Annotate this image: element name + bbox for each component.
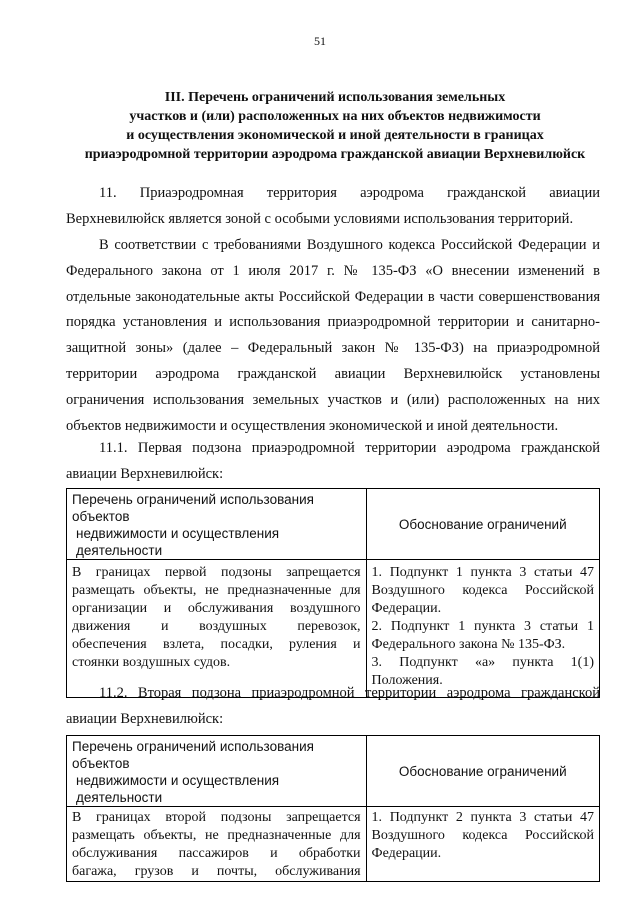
table-cell-basis [366, 560, 599, 698]
cell-line: В границах второй подзоны запрещается [72, 810, 361, 825]
header-line: недвижимости и осуществления деятельности [76, 526, 280, 558]
text-line: В соответствии с требованиями Воздушного кодекса Российской Федерации и [99, 237, 600, 253]
text-line: 11. Приаэродромная территория аэродрома гражданской авиации [99, 185, 600, 201]
header-line: Перечень ограничений использования объектов [72, 739, 314, 771]
cell-line: обеспечения взлета, посадки, руления и [72, 637, 361, 652]
heading-line: III. Перечень ограничений использования земельных [164, 90, 506, 105]
text-line: Федерального закона от 1 июля 2017 г. № 135-ФЗ «О внесении изменений в [66, 262, 600, 279]
text-line: 11.2. Вторая подзона приаэродромной территории аэродрома гражданской [99, 685, 600, 701]
heading-line: участков и (или) расположенных на них объектов недвижимости [129, 109, 541, 124]
text-line: 11.1. Первая подзона приаэродромной территории аэродрома гражданской [99, 440, 600, 456]
text-line: Верхневилюйск является зоной с особыми условиями использования территорий. [66, 210, 574, 227]
page-number: 51 [314, 34, 326, 48]
header-line: Перечень ограничений использования объектов [72, 492, 314, 524]
text-line: отдельные законодательные акты Российской Федерации в части совершенствования [66, 288, 600, 305]
restrictions-table-subzone-2 [66, 735, 600, 882]
cell-line: стоянки воздушных судов. [72, 655, 231, 670]
table-header-basis: Обоснование ограничений [366, 736, 599, 807]
table-cell-basis [366, 807, 599, 882]
table-header-restrictions [67, 489, 367, 560]
restrictions-table-subzone-1 [66, 488, 600, 698]
cell-line: Федерации. [371, 601, 442, 616]
text-line: авиации Верхневилюйск: [66, 465, 224, 482]
table-cell-restrictions [67, 560, 367, 698]
table-header-restrictions [67, 736, 367, 807]
cell-line: Воздушного кодекса Российской [371, 828, 594, 843]
cell-line: Федерации. [371, 846, 442, 861]
text-line: защитной зоны» (далее – Федеральный закон № 135-ФЗ) на приаэродромной [66, 340, 600, 357]
cell-line: 3. Подпункт «а» пункта 1(1) [371, 655, 594, 670]
heading-line: приаэродромной территории аэродрома гражданской авиации Верхневилюйск [84, 147, 586, 162]
cell-line: Воздушного кодекса Российской [371, 583, 594, 598]
cell-line: размещать объекты, не предназначенные для [72, 583, 361, 598]
paragraph-legal-basis [66, 233, 600, 439]
table-cell-restrictions [67, 807, 367, 882]
cell-line: размещать объекты, не предназначенные для [72, 828, 361, 843]
text-line: ограничения использования земельных участков и (или) расположенных на них [66, 391, 600, 408]
paragraph-11 [66, 181, 600, 233]
cell-line: организации и обслуживания воздушного [72, 601, 361, 616]
paragraph-11-2 [66, 681, 600, 733]
cell-line: 2. Подпункт 1 пункта 3 статьи 1 [371, 619, 594, 634]
cell-line: Положения. [371, 673, 443, 688]
text-line: порядка установления и использования приаэродромной территории и санитарно- [66, 314, 600, 331]
cell-line: 1. Подпункт 1 пункта 3 статьи 47 [371, 565, 594, 580]
paragraph-11-1 [66, 436, 600, 488]
heading-line: и осуществления экономической и иной деятельности в границах [126, 128, 544, 143]
table-header-basis: Обоснование ограничений [366, 489, 599, 560]
cell-line: движения и воздушных перевозок, [72, 619, 361, 634]
cell-line: обслуживания пассажиров и обработки [72, 846, 361, 861]
cell-line: багажа, грузов и почты, обслуживания [72, 864, 361, 879]
section-heading [55, 88, 615, 164]
cell-line: 1. Подпункт 2 пункта 3 статьи 47 [371, 810, 594, 825]
text-line: территории аэродрома гражданской авиации Верхневилюйск установлены [66, 365, 600, 382]
text-line: объектов недвижимости и осуществления экономической и иной деятельности. [66, 417, 559, 434]
header-line: недвижимости и осуществления деятельности [76, 773, 280, 805]
cell-line: В границах первой подзоны запрещается [72, 565, 361, 580]
text-line: авиации Верхневилюйск: [66, 710, 224, 727]
cell-line: Федерального закона № 135-ФЗ. [371, 637, 566, 652]
